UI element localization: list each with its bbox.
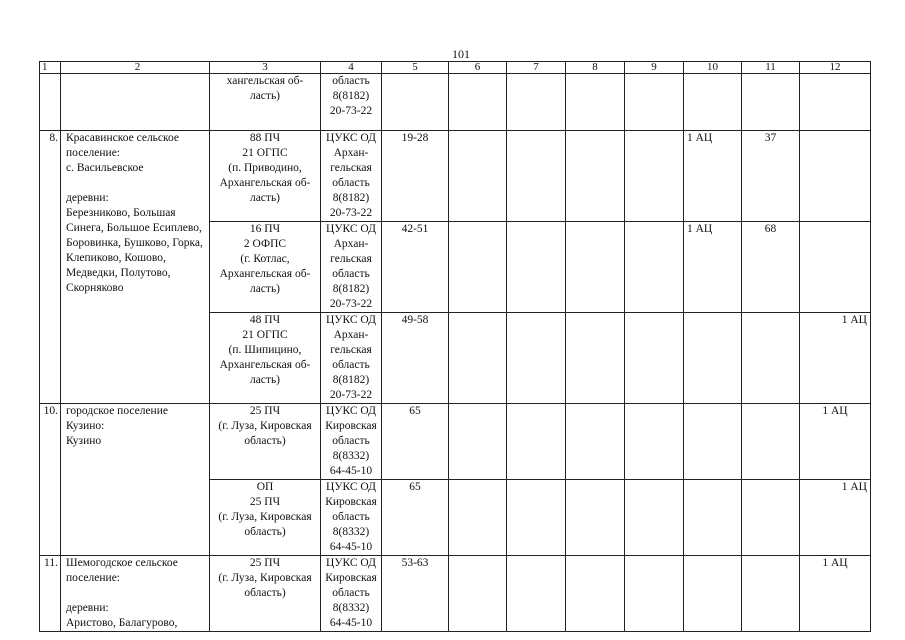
empty-cell: [742, 556, 800, 632]
count-cell: 68: [742, 222, 800, 313]
empty-cell: [507, 313, 566, 404]
empty-cell: [742, 480, 800, 556]
header-cell: 3: [210, 62, 321, 74]
header-cell: 11: [742, 62, 800, 74]
header-cell: 6: [449, 62, 507, 74]
empty-cell: [566, 131, 625, 222]
time-cell: [382, 74, 449, 131]
settlement-cell: Красавинское сельское поселение: с. Васильевское деревни: Березниково, Большая Синега, Большое Есиплево, Боровинка, Бушково, Горка, Клепиково, Кошово, Медведки, Полутово, Скорняково: [61, 131, 210, 404]
empty-cell: [507, 556, 566, 632]
vehicle-cell: 1 АЦ: [684, 222, 742, 313]
vehicle-cell: 1 АЦ: [800, 556, 871, 632]
empty-cell: [449, 404, 507, 480]
row-number: 10.: [40, 404, 61, 556]
empty-cell: [566, 74, 625, 131]
time-cell: 42-51: [382, 222, 449, 313]
header-cell: 8: [566, 62, 625, 74]
header-cell: 1: [40, 62, 61, 74]
table-row: [40, 74, 871, 131]
time-cell: 49-58: [382, 313, 449, 404]
table-row: [40, 131, 871, 222]
vehicle-cell: 1 АЦ: [800, 313, 871, 404]
empty-cell: [684, 556, 742, 632]
empty-cell: [566, 556, 625, 632]
empty-cell: [625, 404, 684, 480]
header-cell: 9: [625, 62, 684, 74]
vehicle-cell: [800, 222, 871, 313]
empty-cell: [684, 74, 742, 131]
settlement-cell: городское поселение Кузино: Кузино: [61, 404, 210, 556]
empty-cell: [684, 480, 742, 556]
empty-cell: [507, 131, 566, 222]
empty-cell: [566, 480, 625, 556]
table-row: [40, 556, 871, 632]
row-number: 11.: [40, 556, 61, 632]
dispatch-cell: ЦУКС ОД Архан- гельская область 8(8182) 20-73-22: [321, 222, 382, 313]
dispatch-cell: ЦУКС ОД Архан- гельская область 8(8182) 20-73-22: [321, 313, 382, 404]
time-cell: 65: [382, 480, 449, 556]
unit-cell: ОП 25 ПЧ (г. Луза, Кировская область): [210, 480, 321, 556]
empty-cell: [625, 222, 684, 313]
empty-cell: [449, 222, 507, 313]
dispatch-cell: область 8(8182) 20-73-22: [321, 74, 382, 131]
empty-cell: [449, 480, 507, 556]
empty-cell: [449, 74, 507, 131]
empty-cell: [800, 74, 871, 131]
vehicle-cell: 1 АЦ: [684, 131, 742, 222]
header-cell: 10: [684, 62, 742, 74]
count-cell: 37: [742, 131, 800, 222]
vehicle-cell: 1 АЦ: [800, 404, 871, 480]
header-cell: 7: [507, 62, 566, 74]
empty-cell: [449, 313, 507, 404]
row-number: [40, 74, 61, 131]
empty-cell: [742, 74, 800, 131]
empty-cell: [625, 556, 684, 632]
page-number: 101: [452, 47, 470, 61]
unit-cell: хангельская об- ласть): [210, 74, 321, 131]
unit-cell: 88 ПЧ 21 ОГПС (п. Приводино, Архангельская об- ласть): [210, 131, 321, 222]
data-table: [39, 61, 871, 632]
settlement-cell: [61, 74, 210, 131]
empty-cell: [507, 222, 566, 313]
empty-cell: [566, 313, 625, 404]
empty-cell: [449, 556, 507, 632]
empty-cell: [684, 404, 742, 480]
header-cell: 12: [800, 62, 871, 74]
empty-cell: [625, 480, 684, 556]
header-row: [40, 62, 871, 74]
empty-cell: [566, 222, 625, 313]
dispatch-cell: ЦУКС ОД Кировская область 8(8332) 64-45-10: [321, 404, 382, 480]
vehicle-cell: [800, 131, 871, 222]
empty-cell: [449, 131, 507, 222]
dispatch-cell: ЦУКС ОД Кировская область 8(8332) 64-45-10: [321, 480, 382, 556]
header-cell: 4: [321, 62, 382, 74]
vehicle-cell: 1 АЦ: [800, 480, 871, 556]
table-row: [40, 404, 871, 480]
unit-cell: 16 ПЧ 2 ОФПС (г. Котлас, Архангельская об- ласть): [210, 222, 321, 313]
header-cell: 5: [382, 62, 449, 74]
empty-cell: [507, 404, 566, 480]
dispatch-cell: ЦУКС ОД Кировская область 8(8332) 64-45-10: [321, 556, 382, 632]
empty-cell: [742, 404, 800, 480]
dispatch-cell: ЦУКС ОД Архан- гельская область 8(8182) 20-73-22: [321, 131, 382, 222]
unit-cell: 48 ПЧ 21 ОГПС (п. Шипицино, Архангельская об- ласть): [210, 313, 321, 404]
time-cell: 65: [382, 404, 449, 480]
vehicle-cell: [684, 313, 742, 404]
empty-cell: [625, 131, 684, 222]
time-cell: 19-28: [382, 131, 449, 222]
empty-cell: [507, 480, 566, 556]
empty-cell: [625, 313, 684, 404]
settlement-cell: Шемогодское сельское поселение: деревни: Аристово, Балагурово,: [61, 556, 210, 632]
row-number: 8.: [40, 131, 61, 404]
unit-cell: 25 ПЧ (г. Луза, Кировская область): [210, 556, 321, 632]
time-cell: 53-63: [382, 556, 449, 632]
empty-cell: [566, 404, 625, 480]
count-cell: [742, 313, 800, 404]
unit-cell: 25 ПЧ (г. Луза, Кировская область): [210, 404, 321, 480]
empty-cell: [625, 74, 684, 131]
header-cell: 2: [61, 62, 210, 74]
empty-cell: [507, 74, 566, 131]
